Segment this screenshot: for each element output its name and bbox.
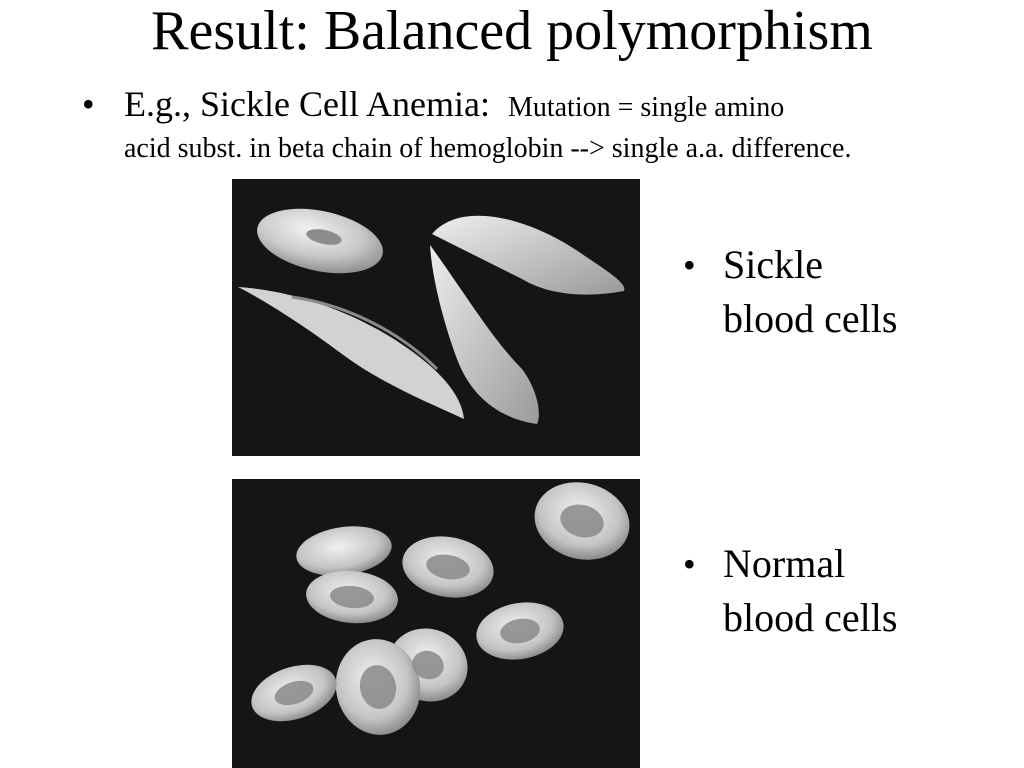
sickle-caption-line2: blood cells [723,296,898,341]
normal-caption-line2: blood cells [723,595,898,640]
normal-cells-photo [232,479,640,768]
sickle-cells-photo [232,179,640,456]
main-bullet-detail-1: Mutation = single amino [507,92,785,123]
bullet-dot: • [683,245,696,285]
main-bullet-detail-2: acid subst. in beta chain of hemoglobin --> single a.a. difference. [124,133,852,164]
slide-title: Result: Balanced polymorphism [151,0,873,62]
normal-caption-line1: Normal [723,541,846,586]
bullet-dot: • [82,84,95,124]
main-bullet-line1 [124,82,784,130]
sickle-caption-line1: Sickle [723,242,823,287]
main-bullet-lead: E.g., Sickle Cell Anemia: [124,84,490,124]
bullet-dot: • [683,544,696,584]
